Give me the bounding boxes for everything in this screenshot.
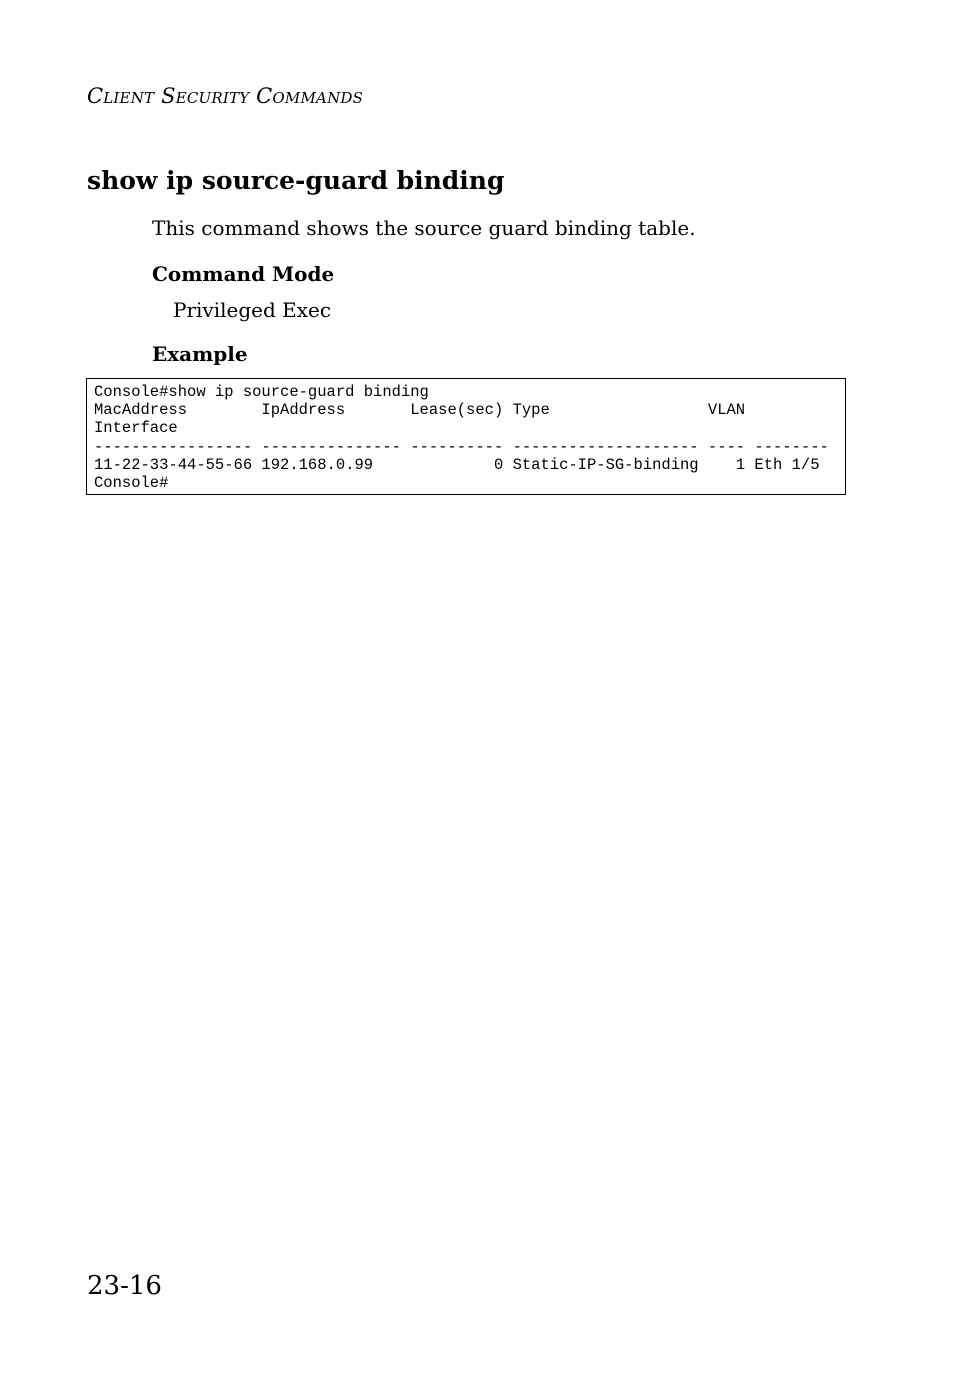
code-line: Console#	[94, 473, 169, 492]
code-line: Console#show ip source-guard binding	[94, 383, 429, 401]
example-heading: Example	[152, 342, 248, 366]
page-number: 23-16	[87, 1271, 162, 1301]
code-line: MacAddress IpAddress Lease(sec) Type VLAN	[94, 401, 746, 420]
example-code-block	[86, 378, 846, 495]
command-description: This command shows the source guard binding table.	[152, 216, 696, 240]
running-header: Client Security Commands	[87, 84, 364, 108]
command-mode-heading: Command Mode	[152, 262, 335, 286]
code-line: Interface	[94, 419, 178, 438]
command-title: show ip source-guard binding	[87, 166, 505, 195]
code-line: 11-22-33-44-55-66 192.168.0.99 0 Static-IP-SG-binding 1 Eth 1/5	[94, 455, 820, 474]
code-line: ----------------- --------------- ---------- -------------------- ---- --------	[94, 437, 829, 456]
command-mode-value: Privileged Exec	[173, 298, 332, 322]
